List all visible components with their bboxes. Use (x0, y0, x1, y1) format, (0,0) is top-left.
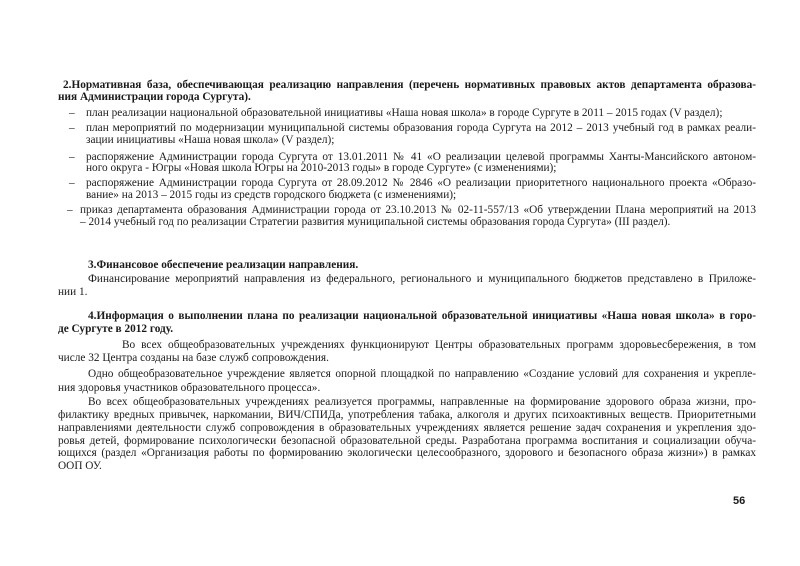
list-item: распоряжение Администрации города Сургута от 28.09.2012 № 2846 «О реализации приоритетного национального проекта «Образо- (86, 177, 756, 189)
list-item: приказ департамента образования Администрации города от 23.10.2013 № 02-11-557/13 «Об утверждении Плана мероприятий на 2013 (80, 204, 756, 216)
paragraph-2-cont: ния здоровья участников образовательного процесса». (58, 382, 321, 394)
paragraph-1: Во всех общеобразовательных учреждениях функционируют Центры образовательных программ здоровьесбережения, в том (122, 339, 756, 351)
section-2-heading: 2.Нормативная база, обеспечивающая реализацию направления (перечень нормативных правовых актов департамента образова- (63, 79, 756, 91)
paragraph-2: Одно общеобразовательное учреждение является опорной площадкой по направлению «Создание условий для сохранения и укрепле- (88, 368, 756, 380)
list-item: план мероприятий по модернизации муниципальной системы образования города Сургута на 2012 – 2013 учебный год в рамках реали- (86, 122, 756, 134)
list-item-cont: – 2014 учебный год по реализации Стратегии развития муниципальной системы образования города Сургута» (III раздел). (80, 216, 671, 228)
bullet-dash: – (69, 177, 75, 189)
paragraph-3-line: ООП ОУ. (58, 460, 102, 472)
section-4-heading: 4.Информация о выполнении плана по реализации национальной образовательной инициативы «Наша новая школа» в горо- (88, 310, 756, 322)
section-3-heading: 3.Финансовое обеспечение реализации направления. (88, 259, 359, 271)
list-item: план реализации национальной образовательной инициативы «Наша новая школа» в городе Сургуте в 2011 – 2015 годах (V раздел); (86, 107, 723, 119)
paragraph-3-line: филактику вредных привычек, наркомании, ВИЧ/СПИДа, употребления табака, алкоголя и других психоактивных веществ. Приоритетными (58, 409, 756, 421)
paragraph-3-line: ровья детей, формирование психологически безопасной образовательной среды. Разработана программа воспитания и социализации обуча- (58, 435, 756, 447)
list-item-cont: ного округа - Югры «Новая школа Югры на 2010-2013 годы» в городе Сургуте» (с изменениями); (86, 162, 557, 174)
list-item-cont: зации инициативы «Наша новая школа» (V раздел); (86, 134, 335, 146)
list-item: распоряжение Администрации города Сургута от 13.01.2011 № 41 «О реализации целевой программы Ханты-Мансийского автоном- (86, 151, 756, 163)
section-2-heading-cont: ния Администрации города Сургута). (58, 91, 251, 103)
section-3-text-cont: нии 1. (58, 286, 88, 298)
page-number: 56 (733, 495, 746, 507)
bullet-dash: – (69, 107, 75, 119)
bullet-dash: – (69, 151, 75, 163)
bullet-dash: – (69, 122, 75, 134)
section-4-heading-cont: де Сургуте в 2012 году. (58, 323, 174, 335)
paragraph-1-cont: числе 32 Центра созданы на базе служб сопровождения. (58, 352, 329, 364)
paragraph-3-line: направлениями деятельности служб сопровождения в образовательных учреждениях является решение задач сохранения и укрепления здо- (58, 422, 756, 434)
section-3-text: Финансирование мероприятий направления из федерального, регионального и муниципального бюджетов представлено в Приложе- (88, 273, 756, 285)
list-item-cont: вание» на 2013 – 2015 годы из средств городского бюджета (с изменениями); (86, 189, 457, 201)
paragraph-3-line: ющихся (раздел «Организация работы по формированию экологически целесообразного, здорового и безопасного образа жизни») в рамках (58, 447, 756, 459)
paragraph-3: Во всех общеобразовательных учреждениях реализуется программы, направленные на формирование здорового образа жизни, про- (88, 396, 756, 408)
bullet-dash: – (67, 204, 73, 216)
